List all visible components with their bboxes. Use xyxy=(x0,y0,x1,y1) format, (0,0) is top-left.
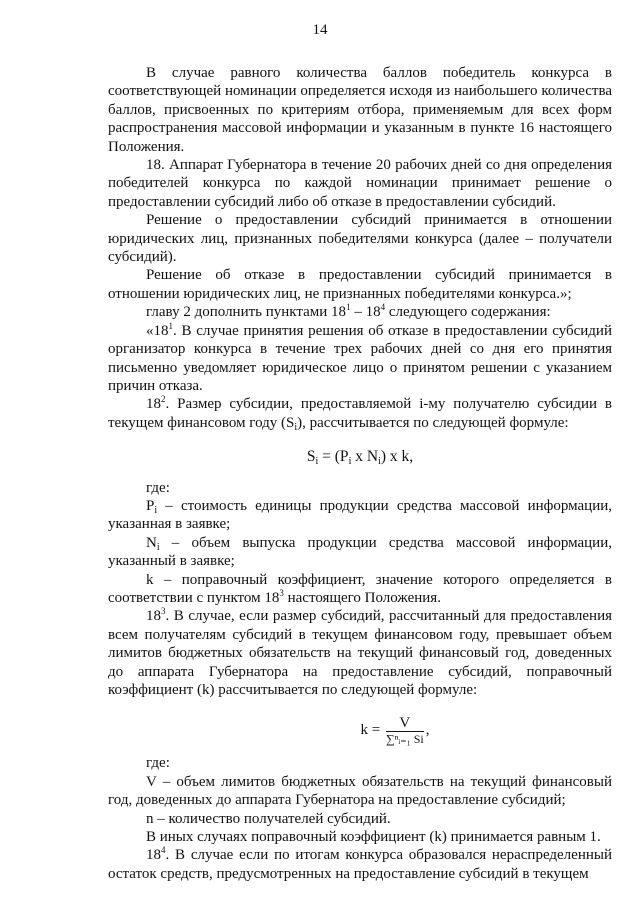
paragraph-18-1: «$18^1$. В случае принятия решения об отказе в предоставлении субсидий организатор конкурса в течение трех рабочих дней со дня его принятия письменно уведомляет юридическое лицо о принятом решении с указанием причин отказа. xyxy=(108,320,612,394)
document-body xyxy=(108,64,612,883)
paragraph-chapter-2-amend: главу 2 дополнить пунктами $18^1 - 18^4$ следующего содержания: xyxy=(146,302,551,321)
page-number: 14 xyxy=(312,22,328,38)
definition-v: V – объем лимитов бюджетных обязательств на текущий финансовый год, доведенных до аппарата Губернатора на предоставление субсидий; xyxy=(108,773,612,809)
paragraph-18: 18. Аппарат Губернатора в течение 20 рабочих дней со дня определения победителей конкурса по каждой номинации принимает решение о предоставлении субсидий либо об отказе в предоставлении субсидий. xyxy=(108,157,612,210)
definition-p-i: $P_i$ – стоимость единицы продукции средства массовой информации, указанная в заявке; xyxy=(108,497,612,533)
paragraph-18-3: $18^3$. В случае, если размер субсидий, рассчитанный для предоставления всем получателям субсидий в текущем финансовом году, превышает объем лимитов бюджетных обязательств на текущий финансовый год, доведенных до аппарата Губернатора на предоставление субсидий, поправочный коэффициент (k) рассчитывается по следующей формуле: xyxy=(108,606,612,698)
where-label-2: где: xyxy=(146,755,170,772)
definition-k: k – поправочный коэффициент, значение которого определяется в соответствии с пунктом $18^3$ настоящего Положения. xyxy=(108,571,612,606)
paragraph-18-2: $18^2$. Размер субсидии, предоставляемой i-му получателю субсидии в текущем финансовом году $(S_i)$, рассчитывается по следующей формуле: xyxy=(108,394,612,433)
definition-n: n – количество получателей субсидий. xyxy=(146,810,391,827)
paragraph-decision-refusal: Решение об отказе в предоставлении субсидий принимается в отношении юридических лиц, не признанных победителями конкурса.»; xyxy=(108,267,612,302)
formula-coefficient: k = $\frac{V}{\text{∑ⁿᵢ₌₁ Si}}$ , xyxy=(360,715,430,747)
definition-n-i: $N_i$ – объем выпуска продукции средства массовой информации, указанный в заявке; xyxy=(108,534,612,570)
formula-subsidy-size: $S_i = (P_i$ x $N_i$) x k, xyxy=(306,448,414,468)
paragraph-decision-grant: Решение о предоставлении субсидий принимается в отношении юридических лиц, признанных победителями конкурса (далее – получатели субсидий). xyxy=(108,212,612,266)
paragraph-equal-points: В случае равного количества баллов победитель конкурса в соответствующей номинации определяется исходя из наибольшего количества баллов, присвоенных по критериям отбора, применяемым для всех форм распространения массовой информации и указанным в пункте 16 настоящего Положения. xyxy=(108,65,612,155)
where-label: где: xyxy=(146,479,170,496)
paragraph-other-cases: В иных случаях поправочный коэффициент (k) принимается равным 1. xyxy=(146,829,601,846)
paragraph-18-4: $18^4$. В случае если по итогам конкурса образовался нераспределенный остаток средств, предусмотренных на предоставление субсидий в текущем xyxy=(108,845,612,882)
